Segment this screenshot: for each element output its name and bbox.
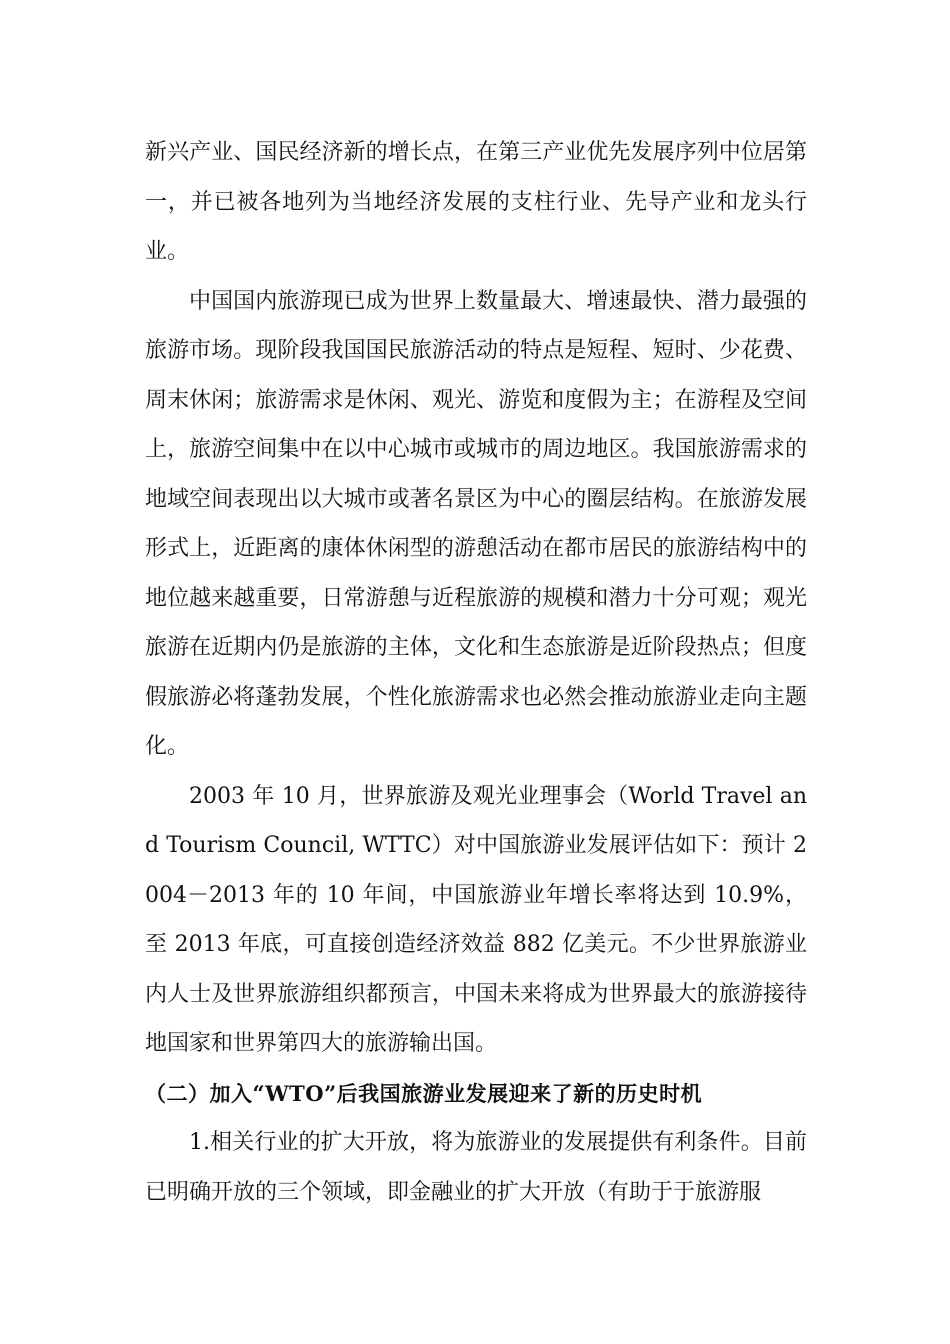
paragraph-domestic-tourism-market: 中国国内旅游现已成为世界上数量最大、增速最快、潜力最强的旅游市场。现阶段我国国民旅游活动的特点是短程、短时、少花费、周末休闲；旅游需求是休闲、观光、游览和度假为主；在游程及空间上，旅游空间集中在以中心城市或城市的周边地区。我国旅游需求的地域空间表现出以大城市或著名景区为中心的圈层结构。在旅游发展形式上，近距离的康体休闲型的游憩活动在都市居民的旅游结构中的地位越来越重要，日常游憩与近程旅游的规模和潜力十分可观；观光旅游在近期内仍是旅游的主体，文化和生态旅游是近阶段热点；但度假旅游必将蓬勃发展，个性化旅游需求也必然会推动旅游业走向主题化。 <box>145 288 807 759</box>
paragraph-industry-opening: 1.相关行业的扩大开放，将为旅游业的发展提供有利条件。目前已明确开放的三个领域，即金融业的扩大开放（有助于于旅游服 <box>145 1130 807 1205</box>
document-body <box>145 128 807 1217</box>
section-heading-wto: （二）加入“WTO”后我国旅游业发展迎来了新的历史时机 <box>145 1080 703 1106</box>
paragraph-tourism-pillar-industry: 新兴产业、国民经济新的增长点，在第三产业优先发展序列中位居第一，并已被各地列为当地经济发展的支柱行业、先导产业和龙头行业。 <box>145 140 807 264</box>
paragraph-wttc-forecast: 2003 年 10 月，世界旅游及观光业理事会（World Travel and Tourism Council, WTTC）对中国旅游业发展评估如下：预计 2004－2013 年的 10 年间，中国旅游业年增长率将达到 10.9%，至 2013 年底，可直接创造经济效益 882 亿美元。不少世界旅游业内人士及世界旅游组织都预言，中国未来将成为世界最大的旅游接待地国家和世界第四大的旅游输出国。 <box>145 783 807 1056</box>
